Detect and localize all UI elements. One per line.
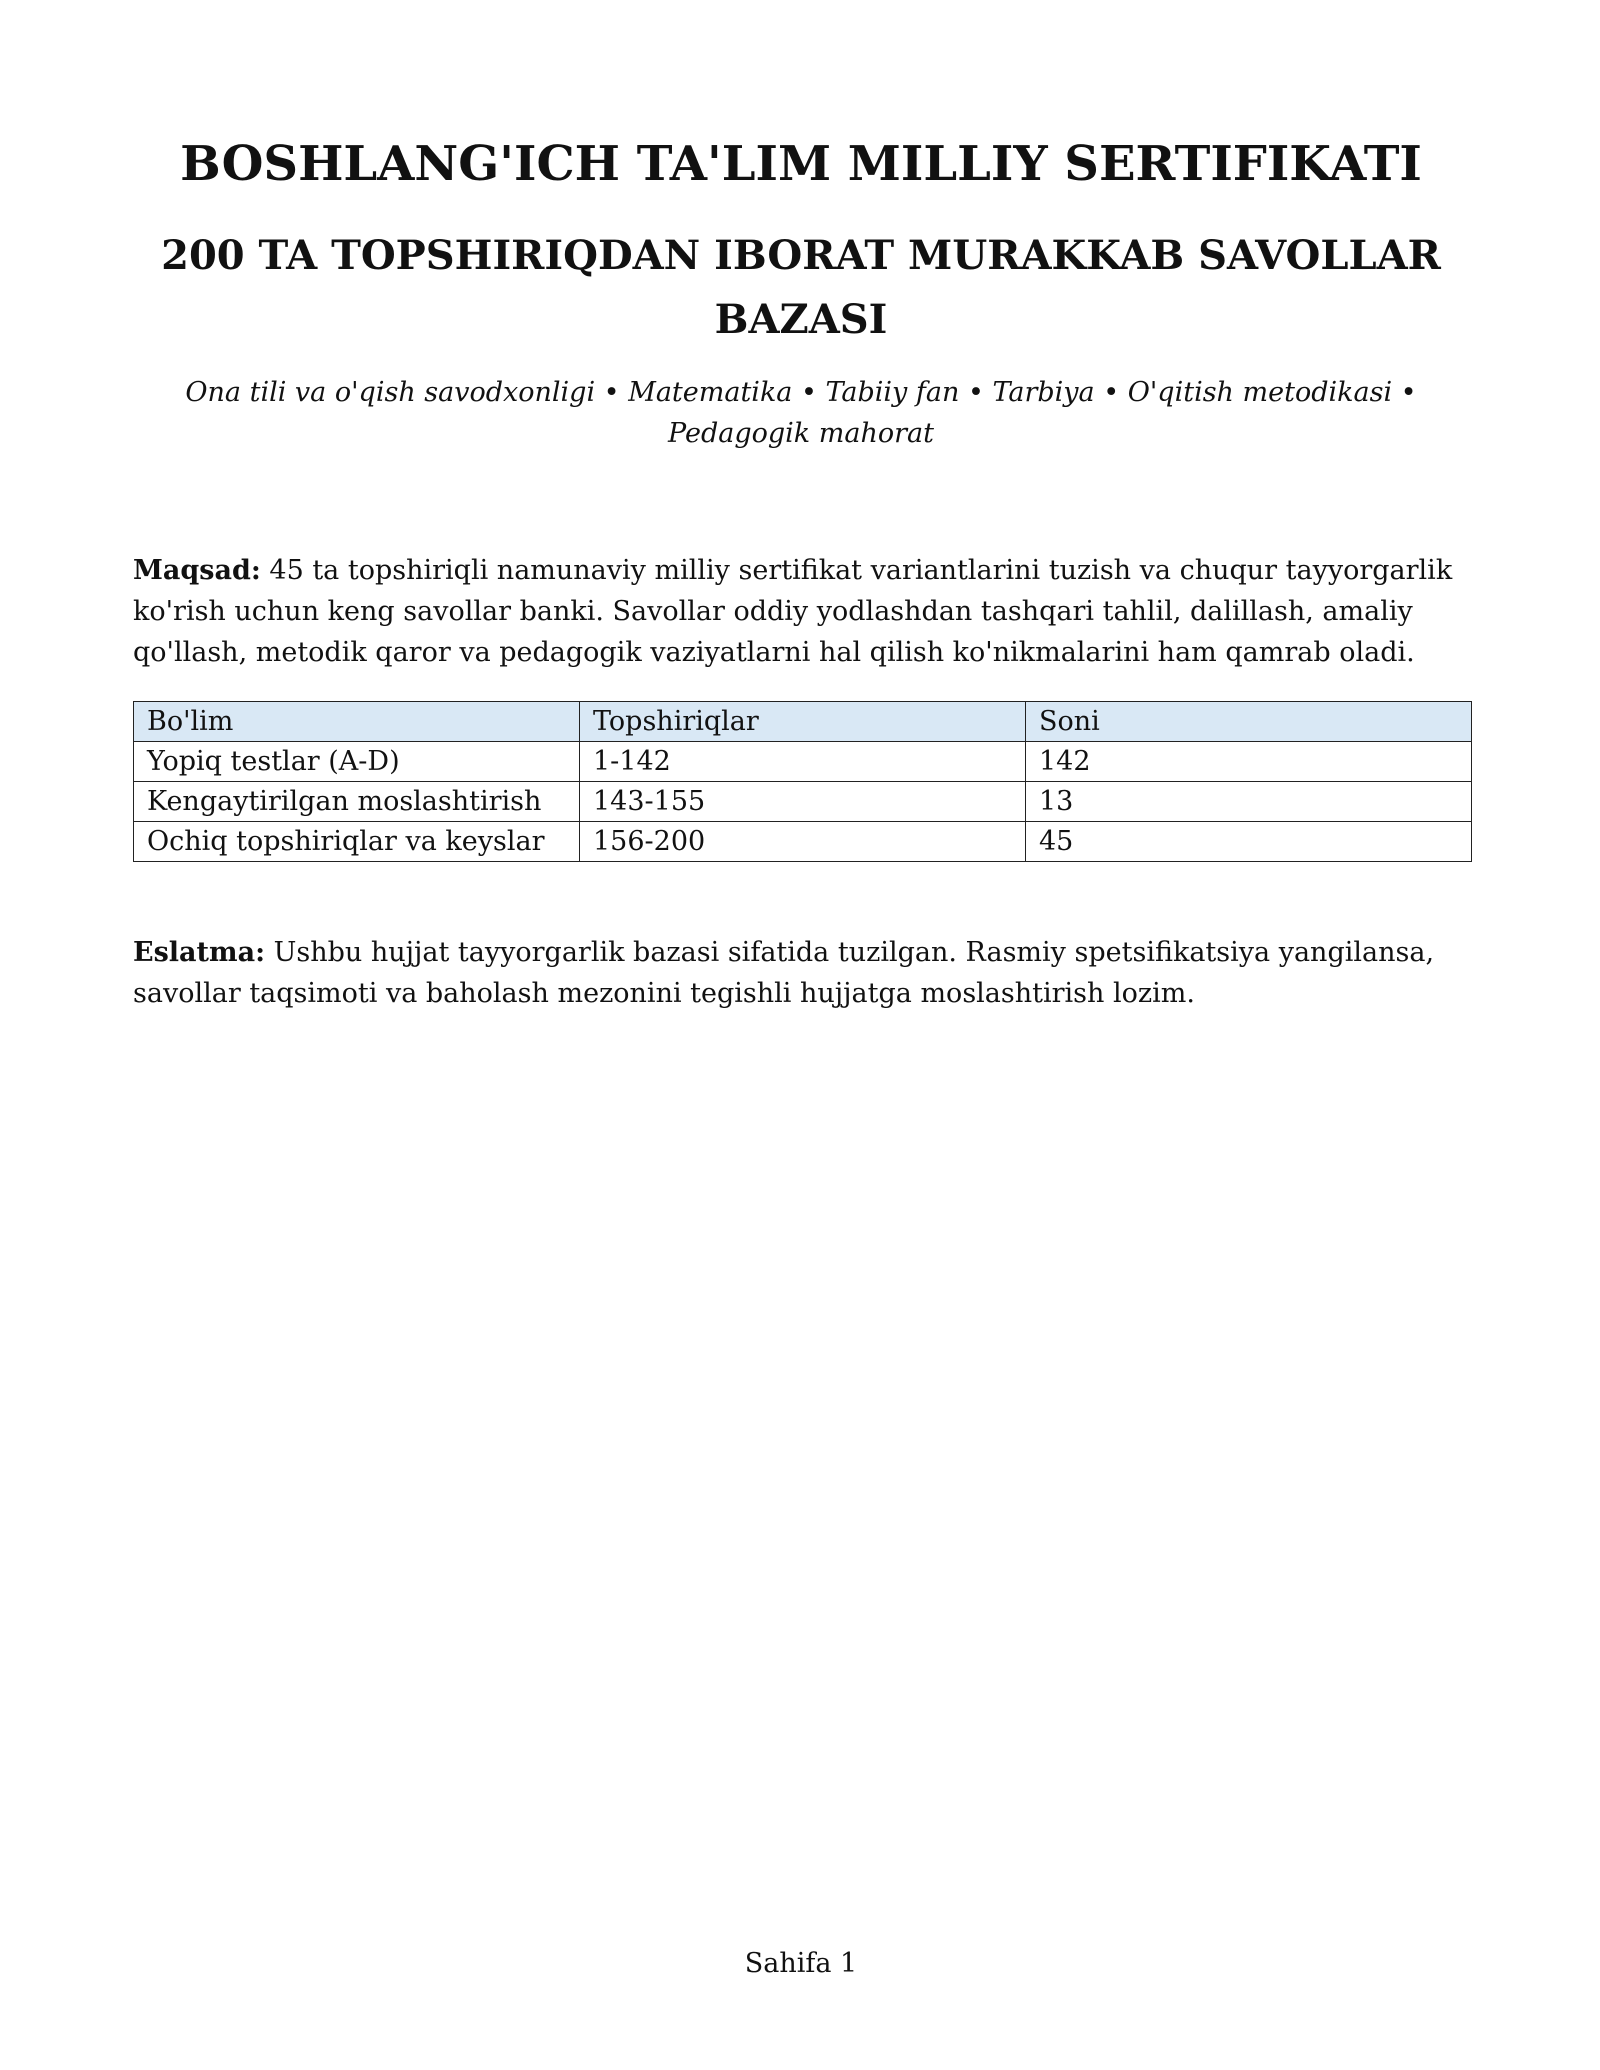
purpose-text: 45 ta topshiriqli namunaviy milliy sertifikat variantlarini tuzish va chuqur tayyorgarlik ko'rish uchun keng savollar banki. Savollar oddiy yodlashdan tashqari tahlil, dalillash, amaliy qo'llash, metodik qaror va pedagogik vaziyatlarni hal qilish ko'nikmalarini ham qamrab oladi. xyxy=(133,555,1453,668)
note-text: Ushbu hujjat tayyorgarlik bazasi sifatida tuzilgan. Rasmiy spetsifikatsiya yangilansa, savollar taqsimoti va baholash mezonini tegishli hujjatga moslashtirish lozim. xyxy=(133,937,1435,1009)
table-cell: Yopiq testlar (A-D) xyxy=(134,742,580,782)
table-header-row xyxy=(134,702,1472,742)
table-cell: 1-142 xyxy=(580,742,1026,782)
subjects-line: Ona tili va o'qish savodxonligi • Matematika • Tabiiy fan • Tarbiya • O'qitish metodikasi • Pedagogik mahorat xyxy=(185,377,1417,449)
document-title: BOSHLANG'ICH TA'LIM MILLIY SERTIFIKATI xyxy=(180,136,1422,192)
sections-table xyxy=(133,701,1472,862)
table-header-cell: Bo'lim xyxy=(134,702,580,742)
table-cell: 13 xyxy=(1026,782,1472,822)
table-row xyxy=(134,782,1472,822)
purpose-label: Maqsad: xyxy=(133,555,261,586)
note-paragraph xyxy=(133,932,1469,1014)
page-number: Sahifa 1 xyxy=(744,1948,858,1979)
table-cell: Kengaytirilgan moslashtirish xyxy=(134,782,580,822)
document-subtitle: 200 TA TOPSHIRIQDAN IBORAT MURAKKAB SAVOLLAR BAZASI xyxy=(161,232,1441,343)
table-cell: 45 xyxy=(1026,822,1472,862)
table-header-cell: Soni xyxy=(1026,702,1472,742)
table-cell: Ochiq topshiriqlar va keyslar xyxy=(134,822,580,862)
table-row xyxy=(134,822,1472,862)
table-cell: 156-200 xyxy=(580,822,1026,862)
table-row xyxy=(134,742,1472,782)
note-label: Eslatma: xyxy=(133,937,266,968)
purpose-paragraph xyxy=(133,550,1469,673)
table-header-cell: Topshiriqlar xyxy=(580,702,1026,742)
table-cell: 142 xyxy=(1026,742,1472,782)
table-cell: 143-155 xyxy=(580,782,1026,822)
